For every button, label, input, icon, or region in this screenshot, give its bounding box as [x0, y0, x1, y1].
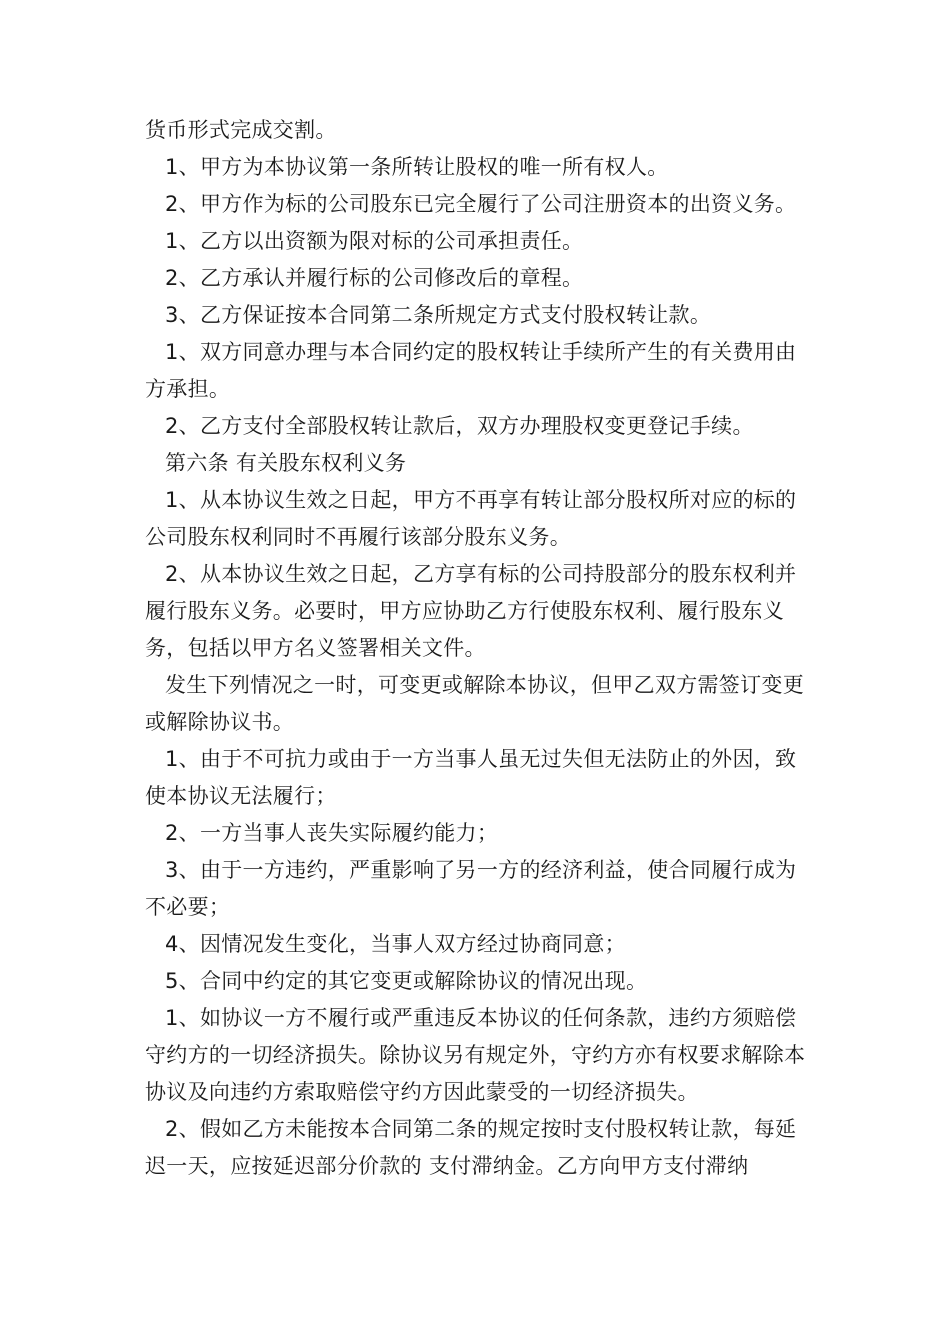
paragraph-10: 1、从本协议生效之日起，甲方不再享有转让部分股权所对应的标的公司股东权利同时不再履行该部分股东义务。 [145, 488, 797, 549]
paragraph-19: 2、假如乙方未能按本合同第二条的规定按时支付股权转让款，每延迟一天，应按延迟部分价款的 支付滞纳金。乙方向甲方支付滞纳 [145, 1117, 797, 1178]
paragraph-6: 3、乙方保证按本合同第二条所规定方式支付股权转让款。 [165, 303, 712, 327]
paragraph-7: 1、双方同意办理与本合同约定的股权转让手续所产生的有关费用由 方承担。 [145, 340, 797, 401]
document-body [145, 112, 810, 1185]
paragraph-15: 3、由于一方违约，严重影响了另一方的经济利益，使合同履行成为不必要； [145, 858, 797, 919]
paragraph-11: 2、从本协议生效之日起，乙方享有标的公司持股部分的股东权利并履行股东义务。必要时，甲方应协助乙方行使股东权利、履行股东义务，包括以甲方名义签署相关文件。 [145, 562, 797, 660]
paragraph-13: 1、由于不可抗力或由于一方当事人虽无过失但无法防止的外因，致使本协议无法履行； [145, 747, 797, 808]
paragraph-5: 2、乙方承认并履行标的公司修改后的章程。 [165, 266, 584, 290]
paragraph-12: 发生下列情况之一时，可变更或解除本协议，但甲乙双方需签订变更或解除协议书。 [145, 673, 804, 734]
paragraph-16: 4、因情况发生变化，当事人双方经过协商同意； [165, 932, 626, 956]
paragraph-17: 5、合同中约定的其它变更或解除协议的情况出现。 [165, 969, 648, 993]
paragraph-3: 2、甲方作为标的公司股东已完全履行了公司注册资本的出资义务。 [165, 192, 797, 216]
paragraph-1: 货币形式完成交割。 [145, 118, 337, 142]
section-heading: 第六条 有关股东权利义务 [165, 451, 407, 475]
paragraph-8: 2、乙方支付全部股权转让款后，双方办理股权变更登记手续。 [165, 414, 754, 438]
paragraph-4: 1、乙方以出资额为限对标的公司承担责任。 [165, 229, 584, 253]
paragraph-14: 2、一方当事人丧失实际履约能力； [165, 821, 499, 845]
paragraph-2: 1、甲方为本协议第一条所转让股权的唯一所有权人。 [165, 155, 669, 179]
paragraph-18: 1、如协议一方不履行或严重违反本协议的任何条款，违约方须赔偿守约方的一切经济损失。除协议另有规定外，守约方亦有权要求解除本协议及向违约方索取赔偿守约方因此蒙受的一切经济损失。 [145, 1006, 806, 1104]
